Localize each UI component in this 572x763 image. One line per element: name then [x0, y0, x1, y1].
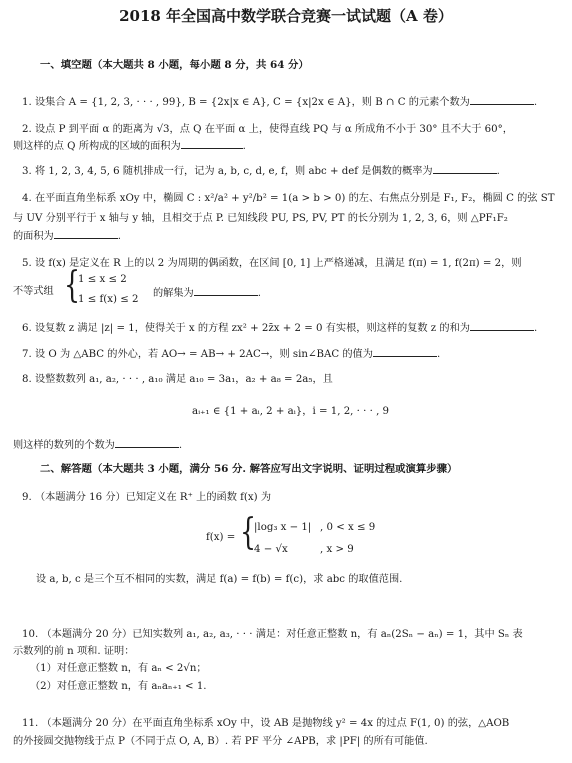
section1-heading: 一、填空题（本大题共 8 小题，每小题 8 分，共 64 分） [40, 59, 309, 71]
question-3: 3. 将 1, 2, 3, 4, 5, 6 随机排成一行，记为 a, b, c, d, e, f，则 abc + def 是偶数的概率为 . [22, 163, 500, 178]
question-1: 1. 设集合 A = {1, 2, 3, · · · , 99}, B = {2x|x ∈ A}, C = {x|2x ∈ A}，则 B ∩ C 的元素个数为 . [22, 94, 537, 109]
question-10-line1: 10. （本题满分 20 分）已知实数列 a₁, a₂, a₃, · · · 满足：对任意正整数 n，有 aₙ(2Sₙ − aₙ) = 1，其中 Sₙ 表 [22, 629, 523, 640]
left-brace-icon: { [64, 265, 81, 306]
answer-blank [373, 346, 437, 357]
question-6-text: 6. 设复数 z 满足 |z| = 1，使得关于 x 的方程 zx² + 2z̄x + 2 = 0 有实根，则这样的复数 z 的和为 [22, 323, 470, 334]
question-9-line2: 设 a, b, c 是三个互不相同的实数，满足 f(a) = f(b) = f(c)，求 abc 的取值范围. [36, 574, 403, 585]
left-brace-icon: { [240, 512, 257, 553]
question-2-line2: 则这样的点 Q 所构成的区域的面积为 . [13, 138, 246, 153]
section2-heading: 二、解答题（本大题共 3 小题，满分 56 分. 解答应写出文字说明、证明过程或演算步骤） [40, 463, 458, 475]
answer-blank [470, 94, 534, 105]
question-5-system-label: 不等式组 [13, 286, 54, 297]
question-9-line1: 9. （本题满分 16 分）已知定义在 R⁺ 上的函数 f(x) 为 [22, 492, 272, 503]
question-5-condition-2: 1 ≤ f(x) ≤ 2 [78, 294, 139, 305]
question-4-text: 的面积为 [13, 231, 54, 242]
answer-blank [54, 228, 118, 239]
question-8-line3: 则这样的数列的个数为 . [13, 437, 182, 452]
question-2-line1: 2. 设点 P 到平面 α 的距离为 √3，点 Q 在平面 α 上，使得直线 PQ 与 α 所成角不小于 30° 且不大于 60°， [22, 124, 513, 135]
answer-blank [433, 163, 497, 174]
question-5-line1: 5. 设 f(x) 是定义在 R 上的以 2 为周期的偶函数，在区间 [0, 1] 上严格递减，且满足 f(π) = 1, f(2π) = 2，则 [22, 258, 522, 269]
question-9-case-2-range: , x > 9 [320, 544, 354, 555]
question-7: 7. 设 O 为 △ABC 的外心，若 AO→ = AB→ + 2AC→，则 sin∠BAC 的值为 . [22, 346, 440, 361]
question-7-text: 7. 设 O 为 △ABC 的外心，若 AO→ = AB→ + 2AC→，则 sin∠BAC 的值为 [22, 349, 373, 360]
question-4-line2: 与 UV 分别平行于 x 轴与 y 轴，且相交于点 P. 已知线段 PU, PS, PV, PT 的长分别为 1, 2, 3, 6，则 △PF₁F₂ [13, 213, 508, 224]
answer-blank [194, 285, 258, 296]
question-2-text: 则这样的点 Q 所构成的区域的面积为 [13, 141, 181, 152]
question-8-formula: aᵢ₊₁ ∈ {1 + aᵢ, 2 + aᵢ}，i = 1, 2, · · · , 9 [192, 406, 390, 417]
question-9-case-2: 4 − √x [254, 544, 288, 555]
question-5-text: 的解集为 [153, 288, 194, 299]
page-title: 2018 年全国高中数学联合竞赛一试试题（A 卷） [119, 7, 453, 25]
question-10-part-2: （2）对任意正整数 n，有 aₙaₙ₊₁ < 1. [30, 681, 207, 692]
question-8-line1: 8. 设整数数列 a₁, a₂, · · · , a₁₀ 满足 a₁₀ = 3a₁，a₂ + a₈ = 2a₅，且 [22, 374, 333, 385]
question-10-part-1: （1）对任意正整数 n，有 aₙ < 2√n； [30, 663, 207, 674]
question-3-text: 3. 将 1, 2, 3, 4, 5, 6 随机排成一行，记为 a, b, c, d, e, f，则 abc + def 是偶数的概率为 [22, 166, 433, 177]
question-4-line1: 4. 在平面直角坐标系 xOy 中，椭圆 C : x²/a² + y²/b² = 1(a > b > 0) 的左、右焦点分别是 F₁, F₂，椭圆 C 的弦 ST [22, 193, 555, 204]
question-11-line1: 11. （本题满分 20 分）在平面直角坐标系 xOy 中，设 AB 是抛物线 y² = 4x 的过点 F(1, 0) 的弦，△AOB [22, 718, 510, 729]
question-10-line2: 示数列的前 n 项和. 证明： [13, 646, 135, 657]
question-5-tail: 的解集为 . [153, 285, 261, 300]
question-9-fx: f(x) = [206, 532, 236, 543]
question-4-line3: 的面积为 . [13, 228, 121, 243]
question-8-text: 则这样的数列的个数为 [13, 440, 115, 451]
answer-blank [470, 320, 534, 331]
answer-blank [115, 437, 179, 448]
question-6: 6. 设复数 z 满足 |z| = 1，使得关于 x 的方程 zx² + 2z̄x + 2 = 0 有实根，则这样的复数 z 的和为 . [22, 320, 537, 335]
question-9-case-1: |log₃ x − 1| [254, 522, 312, 533]
question-11-line2: 的外接圆交抛物线于点 P（不同于点 O, A, B）. 若 PF 平分 ∠APB，求 |PF| 的所有可能值. [13, 736, 428, 747]
question-5-condition-1: 1 ≤ x ≤ 2 [78, 274, 127, 285]
question-1-text: 1. 设集合 A = {1, 2, 3, · · · , 99}, B = {2x|x ∈ A}, C = {x|2x ∈ A}，则 B ∩ C 的元素个数为 [22, 97, 470, 108]
question-9-case-1-range: , 0 < x ≤ 9 [320, 522, 376, 533]
answer-blank [181, 138, 243, 149]
